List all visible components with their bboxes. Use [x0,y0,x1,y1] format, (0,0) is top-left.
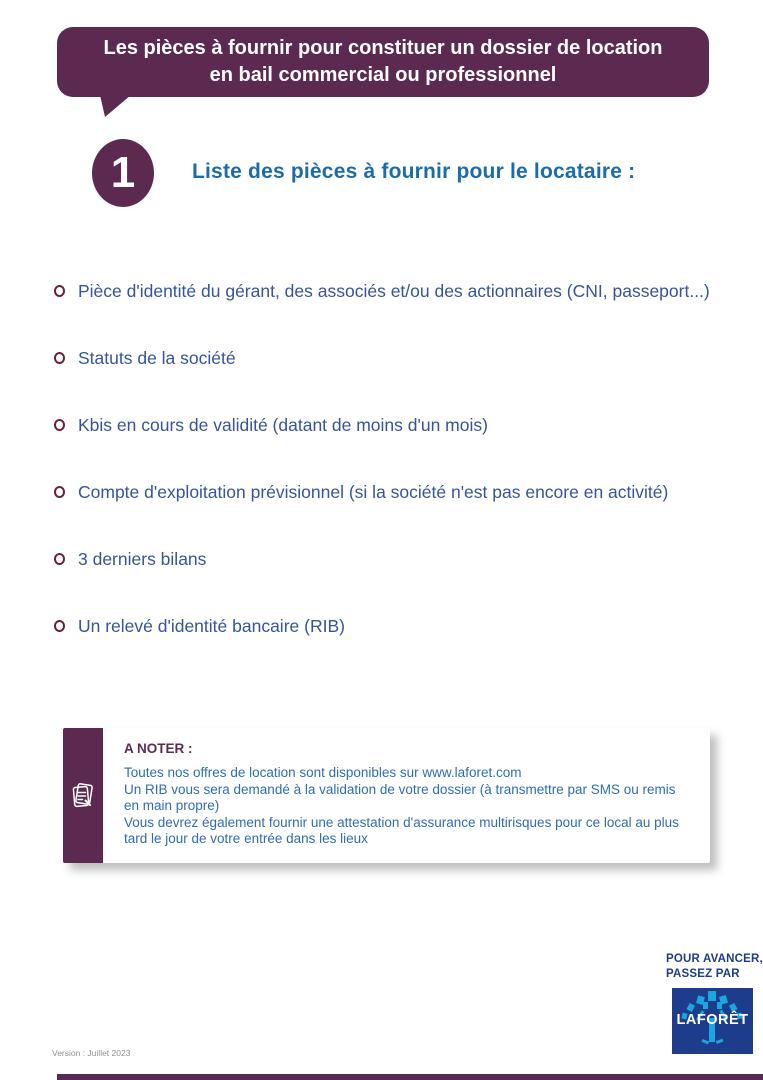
bullet-icon [54,486,65,498]
checklist-item [52,343,745,373]
note-line: Vous devrez également fournir une attestation d'assurance multirisques pour ce local au plus tard le jour de votre entrée dans les lieux [124,814,679,846]
section-title: Liste des pièces à fournir pour le locataire : [192,160,636,183]
checklist-item [52,477,745,507]
checklist-item-text: Statuts de la société [78,348,236,368]
checklist-item [52,410,745,440]
checklist-item [52,276,745,306]
logo-tagline [666,952,763,982]
header-title-line2: en bail commercial ou professionnel [209,64,557,86]
note-line: Toutes nos offres de location sont disponibles sur www.laforet.com [124,765,522,780]
header-banner-tail [100,95,131,117]
checklist-item-text: Compte d'exploitation prévisionnel (si la société n'est pas encore en activité) [78,482,669,502]
checklist [52,276,745,678]
checklist-item-text: Un relevé d'identité bancaire (RIB) [78,616,345,636]
logo-tagline-line2: PASSEZ PAR [666,968,740,980]
header-banner [57,27,709,97]
bullet-icon [54,285,65,297]
note-strip [63,728,103,863]
note-line: Un RIB vous sera demandé à la validation de votre dossier (à transmettre par SMS ou remis en main propre) [124,781,676,813]
footer-bar [57,1074,763,1080]
logo-tagline-line1: POUR AVANCER, [666,953,763,965]
bullet-icon [54,553,65,565]
checklist-item-text: Kbis en cours de validité (datant de moins d'un mois) [78,415,488,435]
laforet-logo [672,988,753,1054]
bullet-icon [54,352,65,364]
version-label: Version : Juillet 2023 [52,1048,131,1058]
bullet-icon [54,419,65,431]
checklist-item [52,611,745,641]
note-content [103,728,710,863]
note-document-icon [70,781,96,811]
note-card [63,728,710,863]
checklist-item-text: 3 derniers bilans [78,549,207,569]
note-heading: A NOTER : [124,741,193,756]
step-number-badge: 1 [92,139,154,207]
header-title-line1: Les pièces à fournir pour constituer un dossier de location [103,37,663,59]
laforet-logo-text: LAFORÊT [676,1012,749,1028]
bullet-icon [54,620,65,632]
checklist-item [52,544,745,574]
checklist-item-text: Pièce d'identité du gérant, des associés et/ou des actionnaires (CNI, passeport...) [78,281,710,301]
